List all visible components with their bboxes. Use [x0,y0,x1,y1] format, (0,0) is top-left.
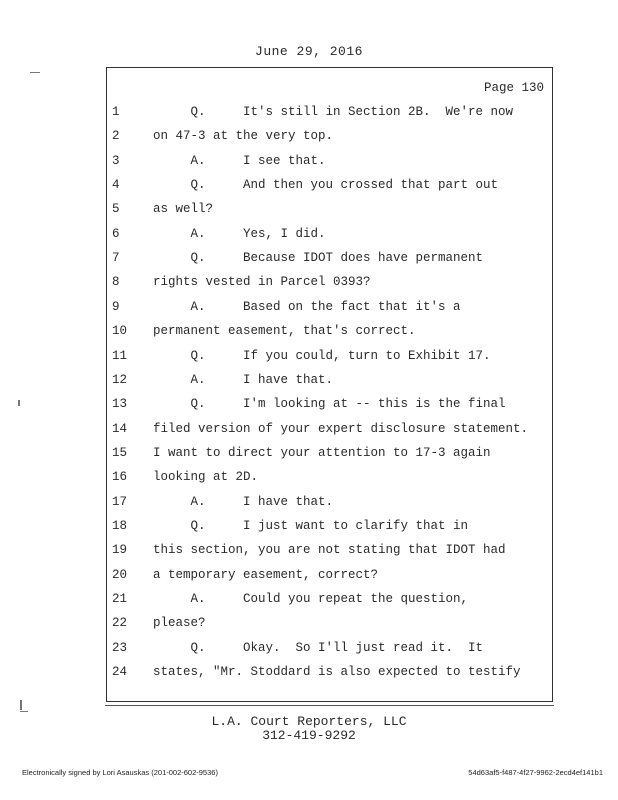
line-text: Q. Because IDOT does have permanent [153,251,484,266]
line-text: A. Yes, I did. [153,226,326,241]
transcript-line [107,422,552,440]
line-number: 24 [112,665,128,680]
line-text: A. I have that. [153,494,334,509]
transcript-line [107,105,552,123]
line-number: 2 [112,129,120,144]
line-text: as well? [153,202,214,217]
line-number: 16 [112,470,128,485]
transcript-line [107,251,552,269]
transcript-line [107,202,552,220]
transcript-line [107,275,552,293]
transcript-line [107,543,552,561]
line-number: 23 [112,640,128,655]
line-text: A. Could you repeat the question, [153,592,469,606]
line-text: this section, you are not stating that IDOT had [153,543,506,558]
transcript-line [107,300,552,318]
line-text: Q. It's still in Section 2B. We're now [153,105,514,119]
scan-speck [30,72,40,73]
transcript-line [107,397,552,415]
transcript-line [107,592,552,610]
line-number: 8 [112,275,120,290]
line-text: I want to direct your attention to 17-3 again [153,445,491,460]
document-hash: 54d63af5-f487-4f27-9962-2ecd4ef141b1 [468,768,603,777]
line-text: states, "Mr. Stoddard is also expected to testify [153,665,521,680]
line-number: 11 [112,348,128,363]
transcript-line [107,129,552,147]
header-date: June 29, 2016 [255,44,363,59]
page-number: Page 130 [483,81,544,95]
transcript-line [107,227,552,245]
line-number: 7 [112,251,120,266]
transcript-line [107,568,552,586]
line-text: Q. Okay. So I'll just read it. It [153,640,484,655]
transcript-line [107,641,552,659]
line-text: a temporary easement, correct? [153,567,379,582]
line-text: Q. I just want to clarify that in [153,518,469,533]
line-number: 22 [112,616,128,631]
transcript-line [107,154,552,172]
reporter-company: L.A. Court Reporters, LLC [211,714,407,729]
reporter-phone: 312-419-9292 [262,728,356,743]
footer-reporter [0,715,618,743]
scan-speck [20,700,22,710]
line-number: 5 [112,202,120,217]
scan-speck [20,711,28,712]
transcript-line [107,446,552,464]
transcript-line [107,616,552,634]
transcript-line [107,349,552,367]
line-text: Q. And then you crossed that part out [153,178,499,193]
line-number: 9 [112,299,120,314]
line-number: 21 [112,592,128,606]
line-number: 20 [112,567,128,582]
line-text: filed version of your expert disclosure statement. [153,421,529,436]
line-text: looking at 2D. [153,470,259,485]
line-number: 15 [112,445,128,460]
transcript-line [107,470,552,488]
line-number: 3 [112,153,120,168]
transcript-line [107,178,552,196]
line-text: on 47-3 at the very top. [153,129,334,144]
scan-speck [18,400,20,406]
line-text: A. I see that. [153,153,326,168]
line-text: permanent easement, that's correct. [153,324,416,339]
line-number: 13 [112,397,128,412]
line-number: 14 [112,421,128,436]
transcript-line [107,324,552,342]
line-text: rights vested in Parcel 0393? [153,275,371,290]
line-number: 10 [112,324,128,339]
line-number: 17 [112,494,128,509]
line-number: 12 [112,372,128,387]
line-number: 18 [112,518,128,533]
line-number: 6 [112,226,120,241]
transcript-line [107,665,552,683]
line-text: Q. I'm looking at -- this is the final [153,397,506,412]
line-number: 19 [112,543,128,558]
line-text: Q. If you could, turn to Exhibit 17. [153,348,491,363]
line-text: A. I have that. [153,372,334,387]
transcript-page [106,67,553,702]
line-text: A. Based on the fact that it's a [153,299,461,314]
transcript-line [107,519,552,537]
line-number: 1 [112,105,120,119]
line-number: 4 [112,178,120,193]
electronic-signature: Electronically signed by Lori Asauskas (201-002-602-9536) [22,768,218,777]
transcript-line [107,495,552,513]
transcript-line [107,373,552,391]
line-text: please? [153,616,206,631]
